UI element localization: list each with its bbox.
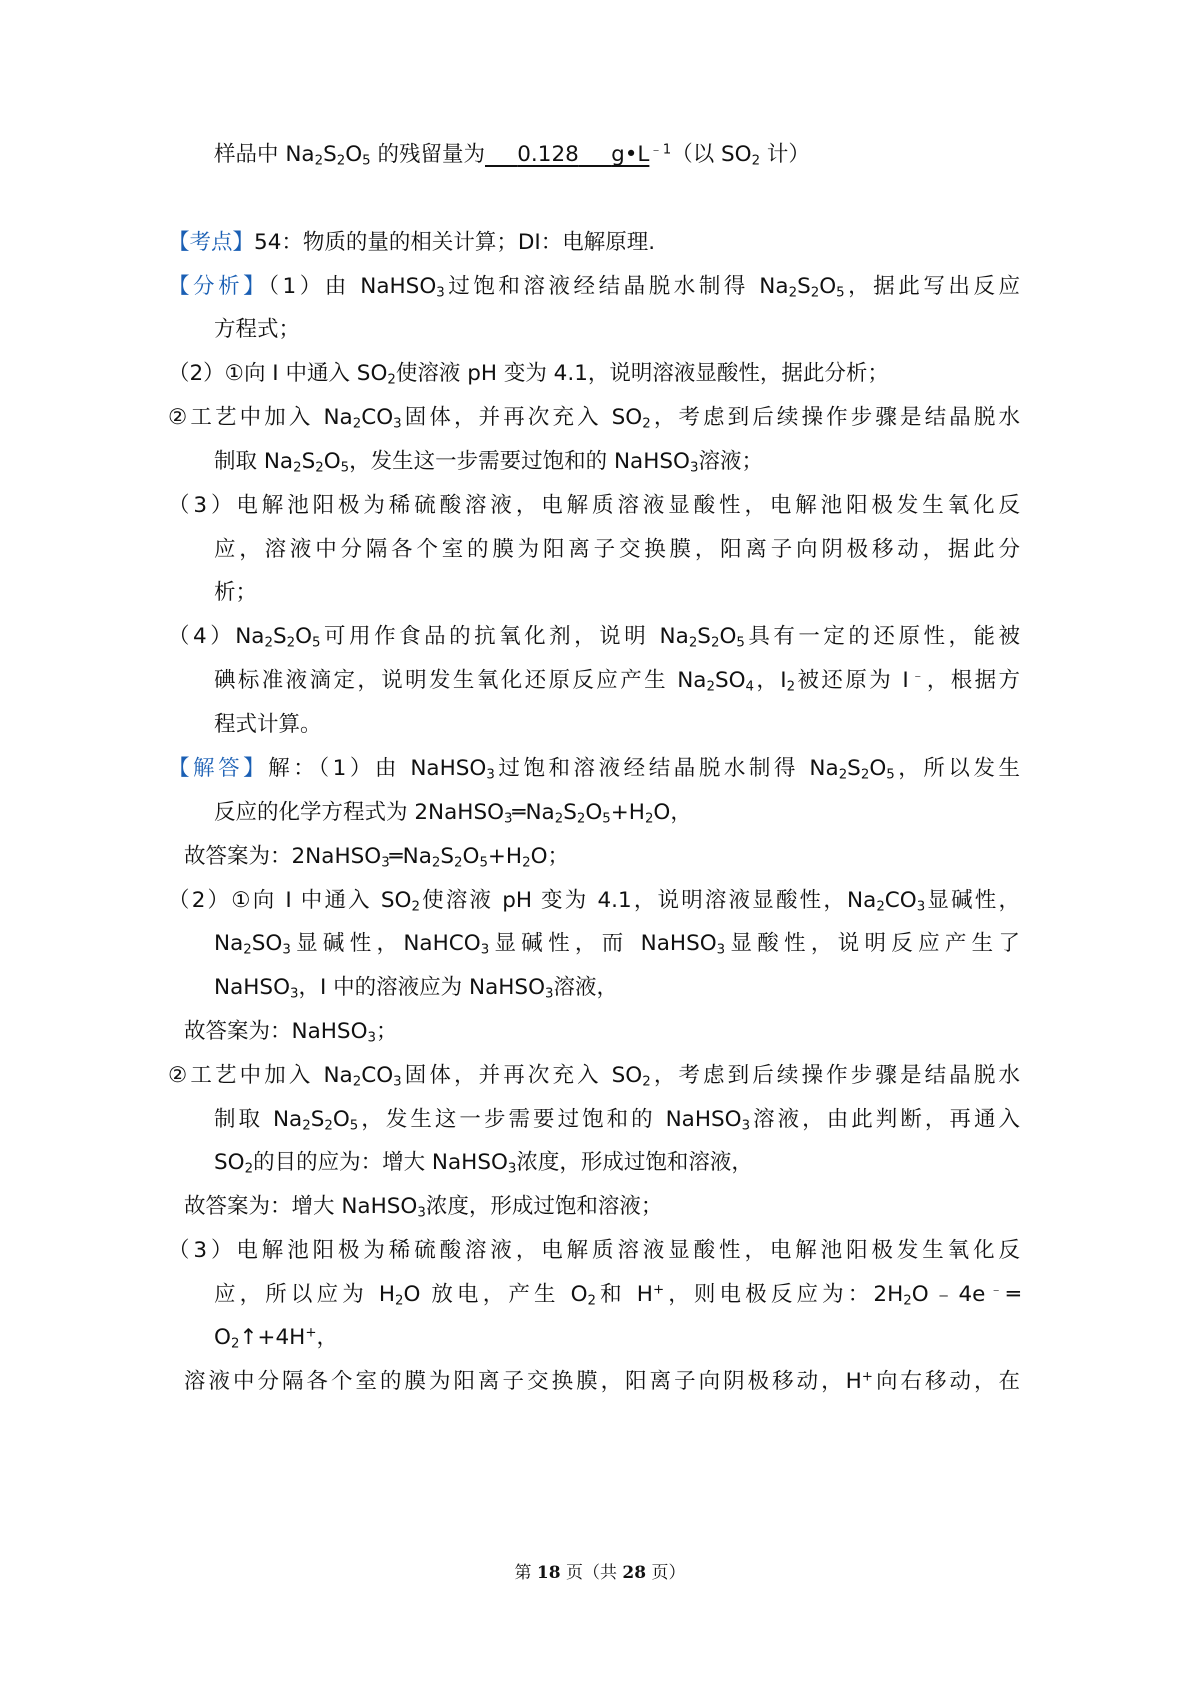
jieda-line-12: （3）电解池阳极为稀硫酸溶液，电解质溶液显酸性，电解池阳极发生氧化反 [168,1238,1020,1263]
jieda-line-1: 【解答】解：（1）由 NaHSO$_3$过饱和溶液经结晶脱水制得 $Na_2S_2O_5$，所以发生 [168,756,1020,783]
jieda-line-6: NaHSO$_3$，I 中的溶液应为 NaHSO$_3$溶液， [214,975,618,1002]
page-number: 18 [536,1563,561,1583]
page-footer: 第 18 页（共 28 页） [514,1563,686,1583]
page-total: 28 [622,1563,647,1583]
kaodian-tag: 【考点】 [168,230,255,255]
jieda-line-5: $Na_2SO_3$显碱性，NaHCO$_3$显碱性，而 NaHSO$_3$显酸性，说明反应产生了 [214,931,1020,958]
jieda-line-3: 故答案为：$2NaHSO_3═Na_2S_2O_5+H_2O$； [184,844,570,871]
jieda-line-4: （2）①向 I 中通入 $SO_2$使溶液 pH 变为 4.1，说明溶液显酸性，$Na_2CO_3$显碱性， [168,888,1020,915]
fenxi-line-7: 应，溶液中分隔各个室的膜为阳离子交换膜，阳离子向阴极移动，据此分 [214,537,1020,562]
jieda-line-2: 反应的化学方程式为 $2NaHSO_3═Na_2S_2O_5+H_2O$， [214,800,692,827]
fenxi-line-6: （3）电解池阳极为稀硫酸溶液，电解质溶液显酸性，电解池阳极发生氧化反 [168,493,1020,518]
jieda-line-14: $O_2↑+4H^+$， [214,1325,338,1352]
fenxi-tag: 【分析】 [168,274,269,299]
residual-value: 0.128 [517,142,579,167]
jieda-line-13: 应，所以应为 $H_2O$ 放电，产生 $O_2$和 H+，则电极反应为：$2H_2O﹣4e^﹣═$ [214,1282,1020,1309]
fenxi-line-8: 析； [214,580,258,605]
fenxi-line-11: 程式计算。 [214,712,322,737]
residual-result-line: 样品中 $Na_2S_2O_5$ 的残留量为 0.128 $g•L^{﹣1}$（以 $SO_2$ 计） [214,142,810,169]
jieda-line-11: 故答案为：增大 NaHSO$_3$浓度，形成过饱和溶液； [184,1194,663,1221]
fenxi-line-4: ②工艺中加入 $Na_2CO_3$固体，并再次充入 $SO_2$，考虑到后续操作步骤是结晶脱水 [168,405,1020,432]
jieda-line-7: 故答案为：NaHSO$_3$； [184,1019,398,1046]
jieda-line-15: 溶液中分隔各个室的膜为阳离子交换膜，阳离子向阴极移动，H+向右移动，在 [184,1369,1020,1394]
jieda-line-10: $SO_2$的目的应为：增大 NaHSO$_3$浓度，形成过饱和溶液， [214,1150,753,1177]
fenxi-line-10: 碘标准液滴定，说明发生氧化还原反应产生 $Na_2SO_4$，$I_2$被还原为 I﹣，根据方 [214,668,1020,695]
jieda-tag: 【解答】 [168,756,269,781]
fenxi-line-3: （2）①向 I 中通入 $SO_2$使溶液 pH 变为 4.1，说明溶液显酸性，据此分析； [168,361,889,388]
fenxi-line-2: 方程式； [214,317,301,342]
fenxi-line-5: 制取 $Na_2S_2O_5$，发生这一步需要过饱和的 NaHSO$_3$溶液； [214,449,763,476]
fenxi-line-1: 【分析】（1）由 NaHSO$_3$过饱和溶液经结晶脱水制得 $Na_2S_2O_5$，据此写出反应 [168,274,1020,301]
kaodian-line: 【考点】54：物质的量的相关计算；DI：电解原理. [168,230,656,255]
jieda-line-9: 制取 $Na_2S_2O_5$，发生这一步需要过饱和的 NaHSO$_3$溶液，由此判断，再通入 [214,1107,1020,1134]
jieda-line-8: ②工艺中加入 $Na_2CO_3$固体，并再次充入 $SO_2$，考虑到后续操作步骤是结晶脱水 [168,1063,1020,1090]
fenxi-line-9: $(4)Na_2S_2O_5$可用作食品的抗氧化剂，说明 $Na_2S_2O_5$具有一定的还原性，能被 [168,624,1020,651]
